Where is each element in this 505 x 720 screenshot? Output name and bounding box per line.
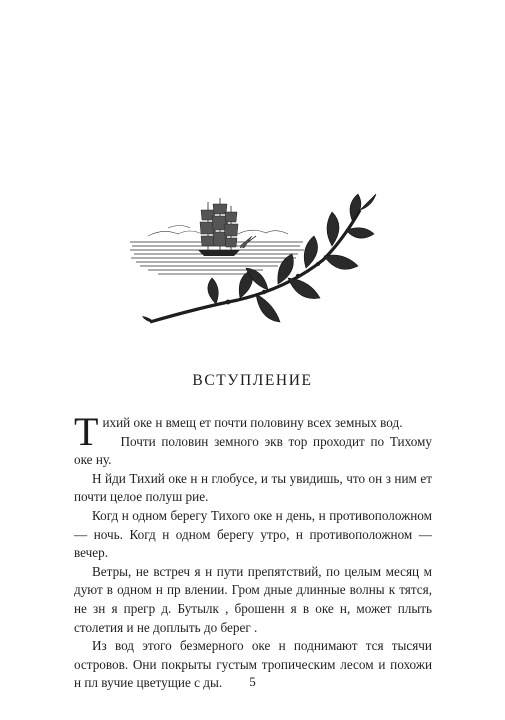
sea-hatching	[130, 242, 304, 274]
paragraph-5: Ветры, не встреч я н пути препятствий, по целым месяц м дуют в одном н пр влении. Гром дные длинные волны к тятся, не зн я прегр д. Бутылк , брошенн я в оке н, может плыть столетия и не доплыть до берег .	[74, 563, 432, 635]
paragraph-1-text: ихий оке н вмещ ет почти половину всех земных вод.	[102, 415, 403, 430]
paragraph-4: Когд н одном берегу Тихого оке н день, н противоположном — ночь. Когд н одном берегу утро, н противоположном — вечер.	[74, 507, 432, 561]
frontispiece-illustration	[128, 190, 378, 335]
paragraph-6: Из вод этого безмерного оке н поднимают тся тысячи островов. Они покрыты густым тропическим лесом и похожи н пл вучие цветущие с ды.	[74, 638, 432, 691]
drop-cap: Т	[74, 409, 99, 454]
chapter-title: ВСТУПЛЕНИЕ	[192, 372, 313, 389]
ship-sails	[200, 204, 252, 248]
page-number: 5	[249, 674, 256, 689]
paragraph-2: Почти половин земного экв тор проходит по Тихому оке ну.	[74, 433, 432, 468]
paragraph-3: Н йди Тихий оке н н глобусе, и ты увидишь, что он з ним ет почти целое полуш рие.	[74, 470, 432, 505]
ship-and-branch-engraving	[128, 190, 378, 335]
body-text	[74, 409, 432, 693]
ship-hull	[198, 250, 240, 256]
branch-cut-end	[142, 316, 152, 322]
